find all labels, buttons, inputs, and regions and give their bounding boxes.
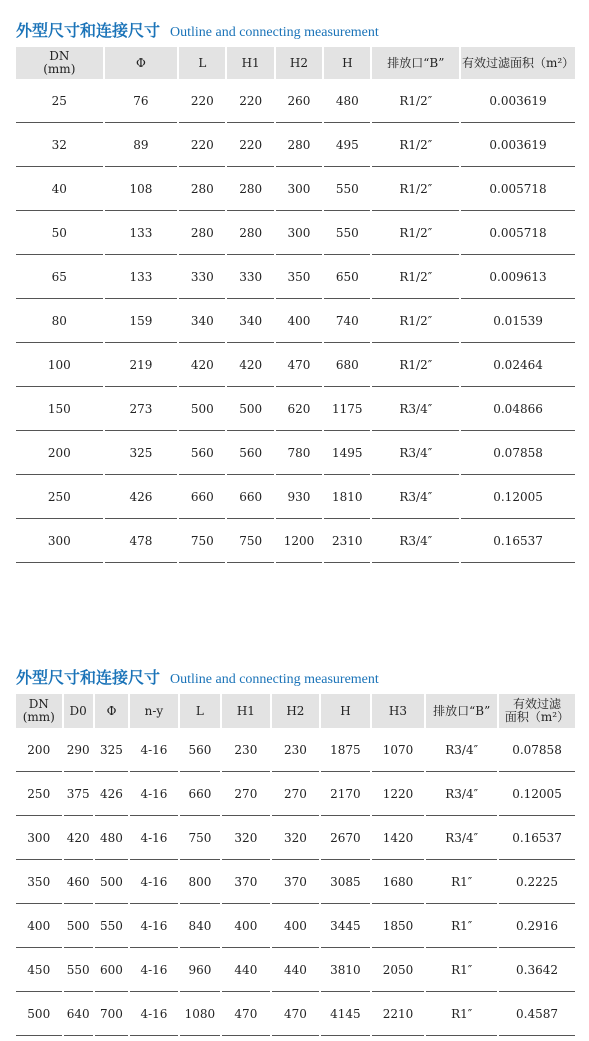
table1-cell: R3/4″ (372, 519, 459, 563)
table2-row (16, 728, 575, 772)
table1-cell: 478 (105, 519, 178, 563)
table1-cell: R3/4″ (372, 475, 459, 519)
table1-cell: 280 (179, 211, 225, 255)
table2-cell: 2210 (372, 992, 425, 1036)
table1-cell: R1/2″ (372, 343, 459, 387)
table1-cell: 560 (179, 431, 225, 475)
table1-cell: 495 (324, 123, 370, 167)
table1-cell: 500 (227, 387, 273, 431)
section2-title-cn: 外型尺寸和连接尺寸 (16, 668, 161, 687)
table2-cell: 1875 (321, 728, 370, 772)
table1-cell: R1/2″ (372, 255, 459, 299)
table1-cell: 280 (276, 123, 322, 167)
table2-cell: 4-16 (130, 948, 178, 992)
table1-cell: 50 (16, 211, 103, 255)
table1-cell: R1/2″ (372, 211, 459, 255)
table2-cell: 4-16 (130, 816, 178, 860)
table2-cell: R3/4″ (426, 772, 497, 816)
table1-cell: 89 (105, 123, 178, 167)
table1-cell: 220 (227, 79, 273, 123)
table2-cell: 480 (95, 816, 128, 860)
table2-cell: 270 (272, 772, 320, 816)
table1-cell: 0.07858 (461, 431, 575, 475)
table2-cell: 1850 (372, 904, 425, 948)
table1-cell: 325 (105, 431, 178, 475)
table1-cell: 300 (276, 211, 322, 255)
table1-cell: 426 (105, 475, 178, 519)
table2-cell: R3/4″ (426, 816, 497, 860)
table2-cell: 200 (16, 728, 62, 772)
table2-cell: 320 (272, 816, 320, 860)
table2-cell: 470 (222, 992, 270, 1036)
table1-cell: 400 (276, 299, 322, 343)
table2-cell: 290 (64, 728, 93, 772)
table1-cell: 650 (324, 255, 370, 299)
table2-cell: 0.2225 (499, 860, 575, 904)
table1-cell: 620 (276, 387, 322, 431)
table1-cell: 930 (276, 475, 322, 519)
table1-cell: 780 (276, 431, 322, 475)
table2-cell: 370 (222, 860, 270, 904)
table2-cell: 500 (16, 992, 62, 1036)
table2-cell: 270 (222, 772, 270, 816)
table1-header-row (16, 47, 575, 79)
table2-cell: 3445 (321, 904, 370, 948)
table1-cell: 420 (227, 343, 273, 387)
table2-header-cell: H2 (272, 694, 320, 728)
table1-cell: 740 (324, 299, 370, 343)
table2-cell: 600 (95, 948, 128, 992)
table1-cell: R3/4″ (372, 387, 459, 431)
table1-row (16, 255, 575, 299)
table2-header-cell: L (180, 694, 220, 728)
table2-cell: 440 (272, 948, 320, 992)
table1-cell: R1/2″ (372, 79, 459, 123)
table1-cell: 159 (105, 299, 178, 343)
table2-header-cell: D0 (64, 694, 93, 728)
table1-row (16, 299, 575, 343)
table2-cell: 426 (95, 772, 128, 816)
table2-header-cell: H1 (222, 694, 270, 728)
table2-cell: 350 (16, 860, 62, 904)
table2-cell: 840 (180, 904, 220, 948)
table1-cell: 480 (324, 79, 370, 123)
table1-row (16, 211, 575, 255)
table2-cell: 4-16 (130, 772, 178, 816)
table2-cell: R1″ (426, 904, 497, 948)
table2-cell: 0.16537 (499, 816, 575, 860)
table2-cell: 4-16 (130, 728, 178, 772)
table2-header-cell: DN (mm) (16, 694, 62, 728)
table1-cell: 0.12005 (461, 475, 575, 519)
table1-cell: 280 (227, 167, 273, 211)
table1-cell: 220 (179, 123, 225, 167)
table2-cell: 750 (180, 816, 220, 860)
table2-cell: 550 (95, 904, 128, 948)
table1-row (16, 387, 575, 431)
table2-cell: 4-16 (130, 904, 178, 948)
table2-cell: 300 (16, 816, 62, 860)
table2-cell: 1080 (180, 992, 220, 1036)
table1-cell: 750 (179, 519, 225, 563)
table1-row (16, 519, 575, 563)
table2-header-cell: H (321, 694, 370, 728)
table2-row (16, 992, 575, 1036)
table1-cell: 340 (227, 299, 273, 343)
table1-cell: 1175 (324, 387, 370, 431)
table2-cell: 0.2916 (499, 904, 575, 948)
table2-cell: 470 (272, 992, 320, 1036)
table1-header-cell: 排放口“B” (372, 47, 459, 79)
table2-cell: 0.4587 (499, 992, 575, 1036)
table1-header-cell: L (179, 47, 225, 79)
table1-header-cell: H (324, 47, 370, 79)
table1-cell: 500 (179, 387, 225, 431)
table2-cell: 2670 (321, 816, 370, 860)
table2-cell: 460 (64, 860, 93, 904)
section2-title (16, 665, 379, 688)
table2-cell: 420 (64, 816, 93, 860)
table2-cell: 370 (272, 860, 320, 904)
table2-cell: R3/4″ (426, 728, 497, 772)
table1-cell: 133 (105, 255, 178, 299)
table1-cell: 280 (227, 211, 273, 255)
table1-row (16, 79, 575, 123)
table2-cell: 400 (16, 904, 62, 948)
table2-cell: 560 (180, 728, 220, 772)
table2-cell: 500 (95, 860, 128, 904)
table2-row (16, 816, 575, 860)
table1-header-cell: 有效过滤面积（m²） (461, 47, 575, 79)
table2-cell: 0.3642 (499, 948, 575, 992)
table2-cell: 1070 (372, 728, 425, 772)
table1-row (16, 431, 575, 475)
table2-header-cell: n-y (130, 694, 178, 728)
table1-cell: 0.01539 (461, 299, 575, 343)
table2-cell: 640 (64, 992, 93, 1036)
table1-cell: 0.005718 (461, 167, 575, 211)
table1-header-cell: Φ (105, 47, 178, 79)
table2-row (16, 948, 575, 992)
table1-cell: 340 (179, 299, 225, 343)
table1-cell: 550 (324, 167, 370, 211)
table1-cell: R1/2″ (372, 167, 459, 211)
table1-cell: 300 (16, 519, 103, 563)
table2-cell: 230 (272, 728, 320, 772)
table1-cell: 273 (105, 387, 178, 431)
table2-cell: 3810 (321, 948, 370, 992)
table1-cell: 100 (16, 343, 103, 387)
table1-row (16, 343, 575, 387)
table1-cell: 420 (179, 343, 225, 387)
table2-cell: 660 (180, 772, 220, 816)
table1-header-cell: H2 (276, 47, 322, 79)
table2-cell: 230 (222, 728, 270, 772)
table1-cell: 330 (227, 255, 273, 299)
table2-row (16, 904, 575, 948)
table1-cell: 250 (16, 475, 103, 519)
table2-cell: R1″ (426, 860, 497, 904)
table1-cell: 65 (16, 255, 103, 299)
section2-title-en: Outline and connecting measurement (170, 672, 379, 687)
table1-cell: 330 (179, 255, 225, 299)
table1-cell: 32 (16, 123, 103, 167)
table1-cell: 470 (276, 343, 322, 387)
table1-cell: 300 (276, 167, 322, 211)
table2-cell: 1680 (372, 860, 425, 904)
table1-header-cell: H1 (227, 47, 273, 79)
table1-cell: 260 (276, 79, 322, 123)
table2-cell: 400 (222, 904, 270, 948)
table1-cell: 200 (16, 431, 103, 475)
table2-cell: 800 (180, 860, 220, 904)
table2-row (16, 772, 575, 816)
table1-cell: 0.005718 (461, 211, 575, 255)
table2-cell: 500 (64, 904, 93, 948)
section1-title-cn: 外型尺寸和连接尺寸 (16, 21, 161, 40)
table2-cell: 550 (64, 948, 93, 992)
table2-cell: 3085 (321, 860, 370, 904)
table2-header-cell: H3 (372, 694, 425, 728)
table1-cell: 2310 (324, 519, 370, 563)
table2-cell: 4-16 (130, 992, 178, 1036)
table1-cell: 750 (227, 519, 273, 563)
table1-cell: 680 (324, 343, 370, 387)
table2-cell: 1220 (372, 772, 425, 816)
dimension-table-2 (14, 694, 577, 1036)
table1-cell: R1/2″ (372, 299, 459, 343)
table1-cell: 560 (227, 431, 273, 475)
table1-cell: 280 (179, 167, 225, 211)
table1-cell: 350 (276, 255, 322, 299)
table1-cell: 0.04866 (461, 387, 575, 431)
table1-cell: 220 (179, 79, 225, 123)
table1-row (16, 167, 575, 211)
table2-cell: 325 (95, 728, 128, 772)
table2-cell: R1″ (426, 948, 497, 992)
section1-title (16, 18, 379, 41)
table2-header-cell: Φ (95, 694, 128, 728)
table2-cell: 0.12005 (499, 772, 575, 816)
table1-cell: 133 (105, 211, 178, 255)
table1-cell: 80 (16, 299, 103, 343)
table2-cell: 2050 (372, 948, 425, 992)
table1-cell: 0.003619 (461, 123, 575, 167)
table1-cell: 25 (16, 79, 103, 123)
table2-cell: 320 (222, 816, 270, 860)
table2-cell: 250 (16, 772, 62, 816)
table2-cell: 4-16 (130, 860, 178, 904)
table2-cell: R1″ (426, 992, 497, 1036)
table1-header-cell: DN (mm) (16, 47, 103, 79)
table2-header-cell: 排放口“B” (426, 694, 497, 728)
table2-header-row (16, 694, 575, 728)
table1-cell: 660 (179, 475, 225, 519)
table1-cell: 0.02464 (461, 343, 575, 387)
dimension-table-1 (14, 47, 577, 563)
table1-row (16, 123, 575, 167)
section1-title-en: Outline and connecting measurement (170, 25, 379, 40)
table1-cell: R1/2″ (372, 123, 459, 167)
table1-cell: 1200 (276, 519, 322, 563)
table1-cell: 150 (16, 387, 103, 431)
table1-cell: 660 (227, 475, 273, 519)
table2-cell: 375 (64, 772, 93, 816)
table1-cell: 0.003619 (461, 79, 575, 123)
table1-cell: 76 (105, 79, 178, 123)
table1-cell: 0.16537 (461, 519, 575, 563)
table1-cell: R3/4″ (372, 431, 459, 475)
table2-cell: 2170 (321, 772, 370, 816)
table2-cell: 0.07858 (499, 728, 575, 772)
table1-cell: 0.009613 (461, 255, 575, 299)
table2-header-cell: 有效过滤 面积（m²） (499, 694, 575, 728)
table2-cell: 4145 (321, 992, 370, 1036)
table2-row (16, 860, 575, 904)
table1-cell: 219 (105, 343, 178, 387)
table1-cell: 1810 (324, 475, 370, 519)
table2-cell: 440 (222, 948, 270, 992)
table2-cell: 960 (180, 948, 220, 992)
table1-cell: 1495 (324, 431, 370, 475)
table1-cell: 40 (16, 167, 103, 211)
table2-cell: 400 (272, 904, 320, 948)
table1-cell: 220 (227, 123, 273, 167)
table1-cell: 108 (105, 167, 178, 211)
table1-row (16, 475, 575, 519)
table2-cell: 1420 (372, 816, 425, 860)
table1-cell: 550 (324, 211, 370, 255)
table2-cell: 700 (95, 992, 128, 1036)
table2-cell: 450 (16, 948, 62, 992)
